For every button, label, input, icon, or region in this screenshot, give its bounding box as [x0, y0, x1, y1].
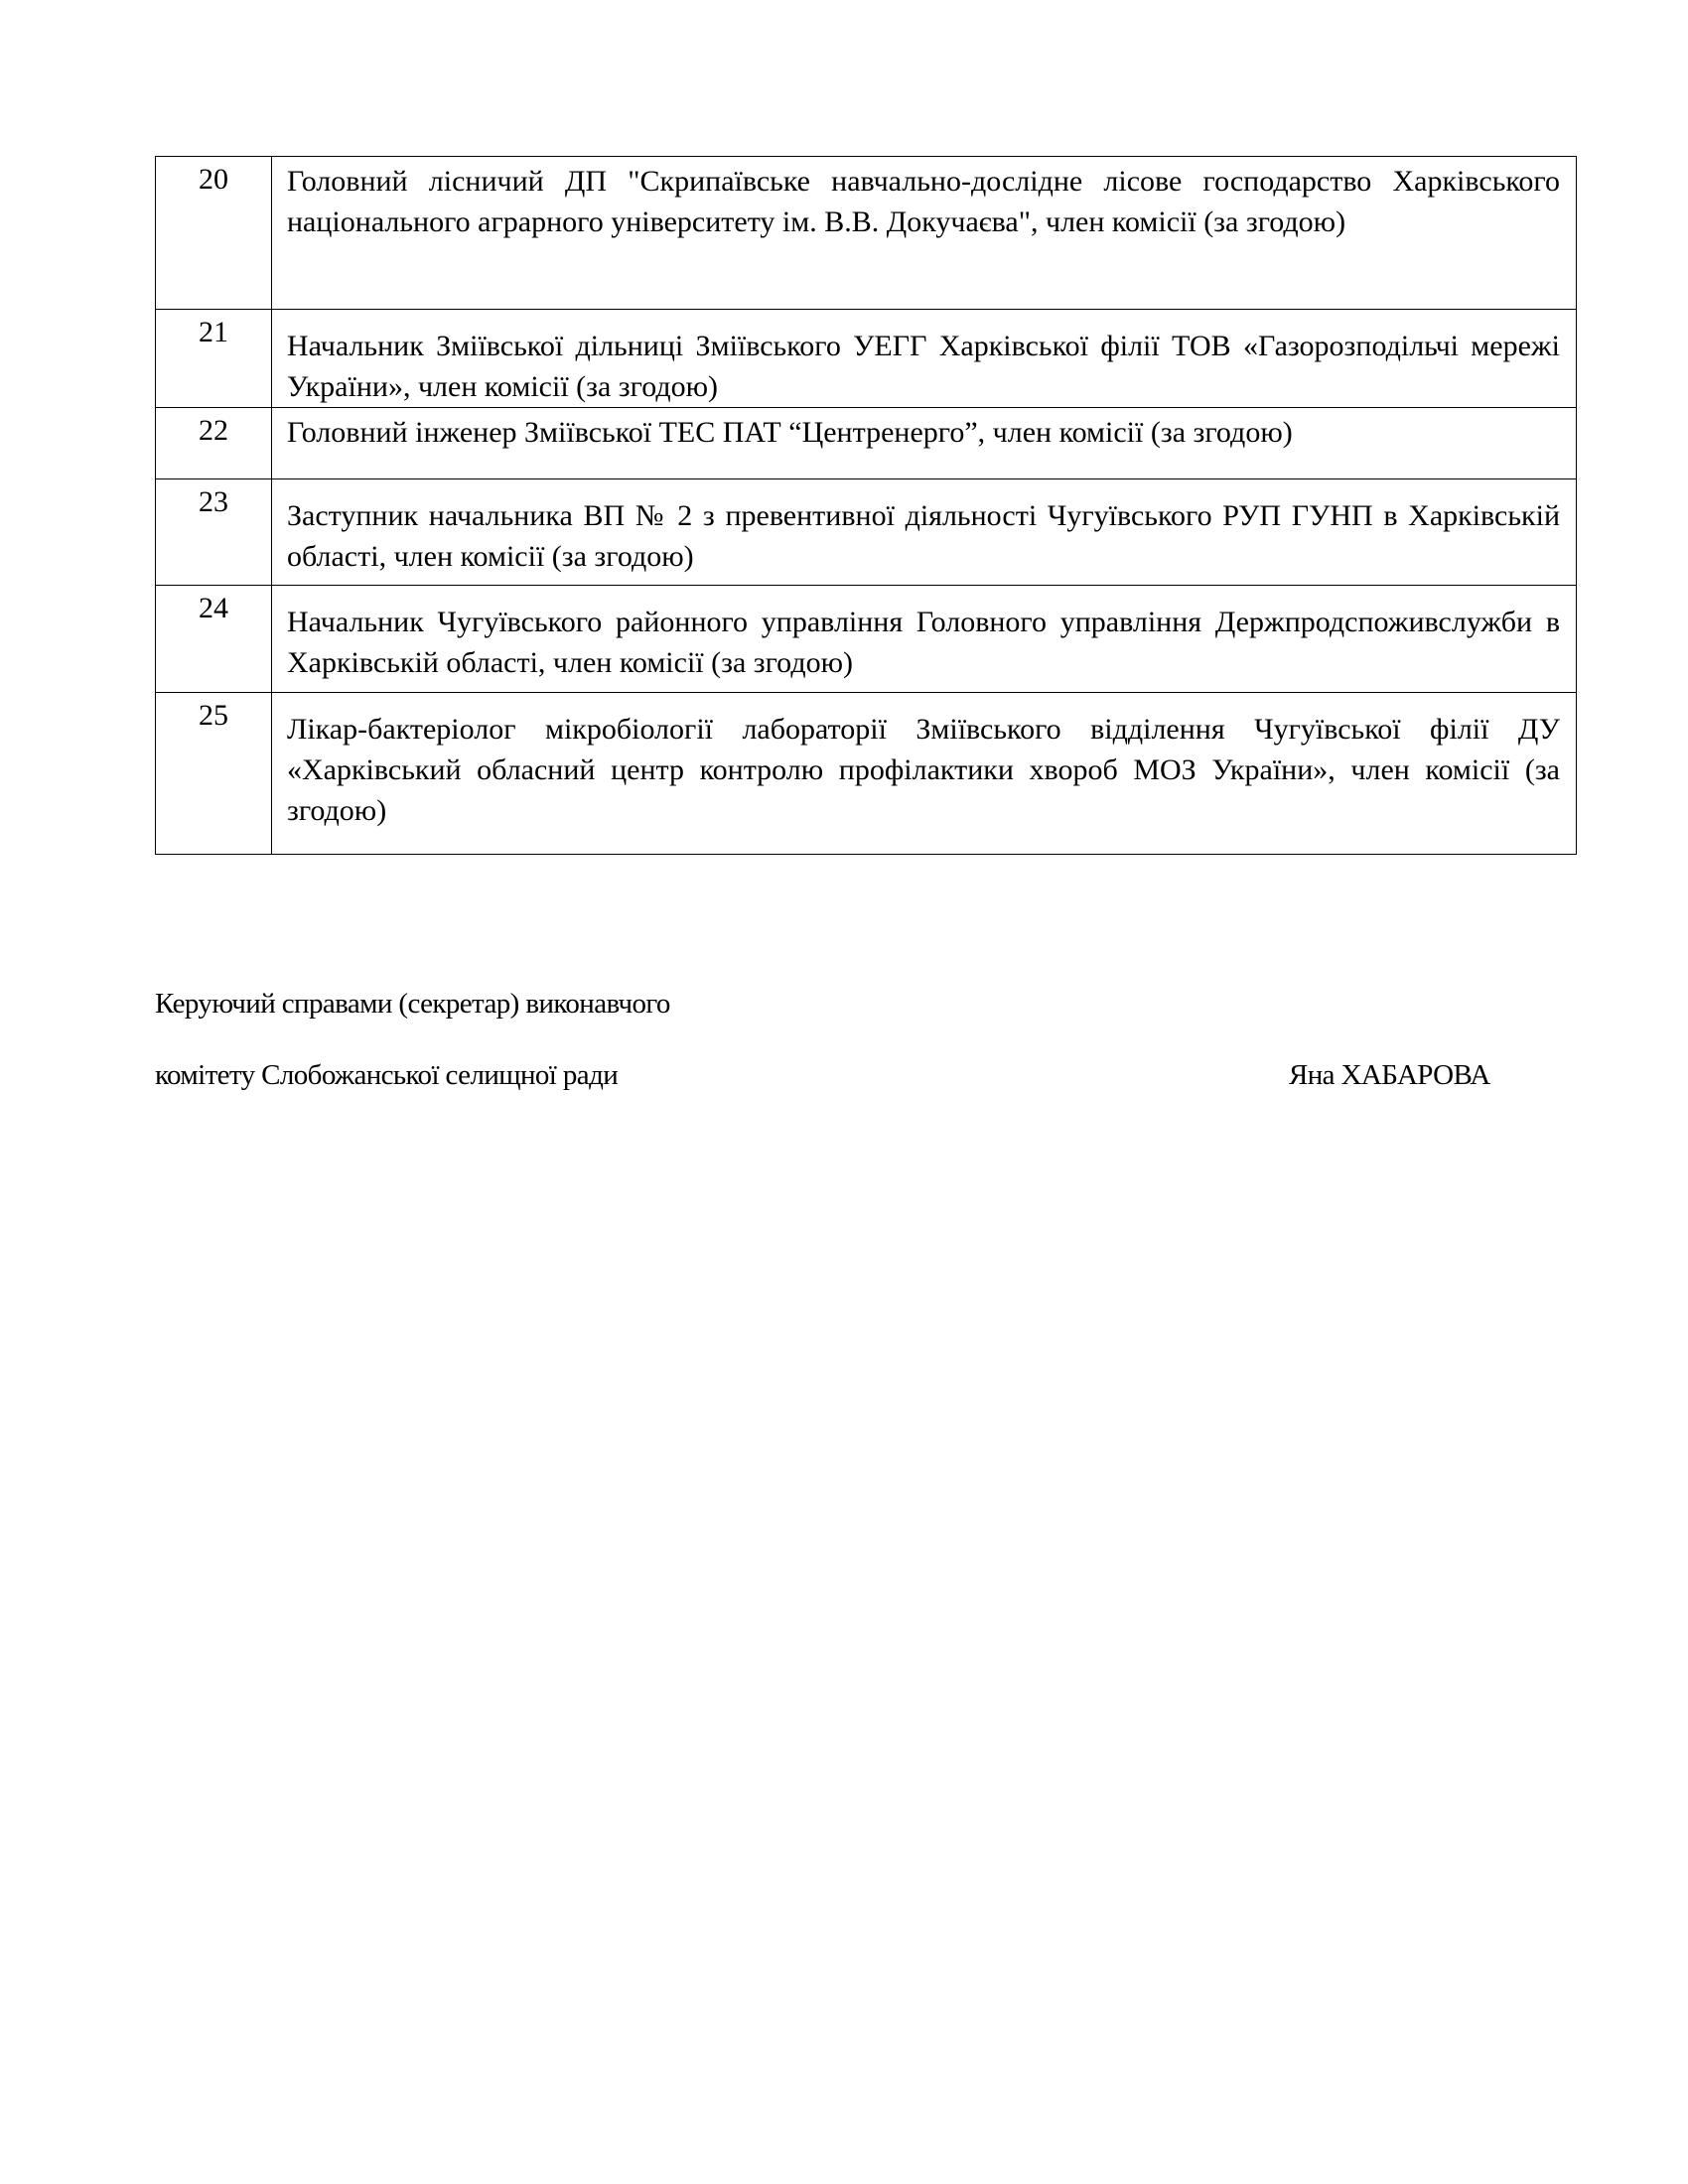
row-number-cell	[156, 586, 272, 693]
table-row	[156, 479, 1577, 586]
row-number-cell	[156, 693, 272, 855]
row-number-cell	[156, 408, 272, 479]
commission-members-table	[155, 156, 1577, 855]
member-description: Начальник Зміївської дільниці Зміївського УЕГГ Харківської філії ТОВ «Газорозподільчі мережі України», член комісії (за згодою)	[272, 310, 1577, 408]
table-row	[156, 586, 1577, 693]
signatory-position-line-1: Керуючий справами (секретар) виконавчого	[155, 988, 670, 1020]
member-description: Головний інженер Зміївської ТЕС ПАТ “Центренерго”, член комісії (за згодою)	[272, 408, 1577, 479]
row-number: 21	[199, 316, 228, 348]
signatory-name: Яна ХАБАРОВА	[1289, 1059, 1490, 1091]
row-number: 22	[199, 414, 228, 447]
table-row	[156, 310, 1577, 408]
row-number: 25	[199, 699, 228, 732]
signatory-position-line-2: комітету Слобожанської селищної ради	[155, 1059, 619, 1091]
row-number-cell	[156, 310, 272, 408]
table-row	[156, 408, 1577, 479]
row-number: 23	[199, 485, 228, 518]
row-number-cell	[156, 157, 272, 310]
row-number: 20	[199, 163, 228, 196]
member-description: Заступник начальника ВП № 2 з превентивної діяльності Чугуївського РУП ГУНП в Харківській області, член комісії (за згодою)	[272, 479, 1577, 586]
table-row	[156, 157, 1577, 310]
member-description: Лікар-бактеріолог мікробіології лабораторії Зміївського відділення Чугуївської філії ДУ «Харківський обласний центр контролю профілактики хвороб МОЗ України», член комісії (за згодою)	[272, 693, 1577, 855]
row-number-cell	[156, 479, 272, 586]
member-description: Начальник Чугуївського районного управління Головного управління Держпродспоживслужби в Харківській області, член комісії (за згодою)	[272, 586, 1577, 693]
table-row	[156, 693, 1577, 855]
member-description: Головний лісничий ДП "Скрипаївське навчально-дослідне лісове господарство Харківського національного аграрного університету ім. В.В. Докучаєва", член комісії (за згодою)	[272, 157, 1577, 310]
row-number: 24	[199, 592, 228, 624]
